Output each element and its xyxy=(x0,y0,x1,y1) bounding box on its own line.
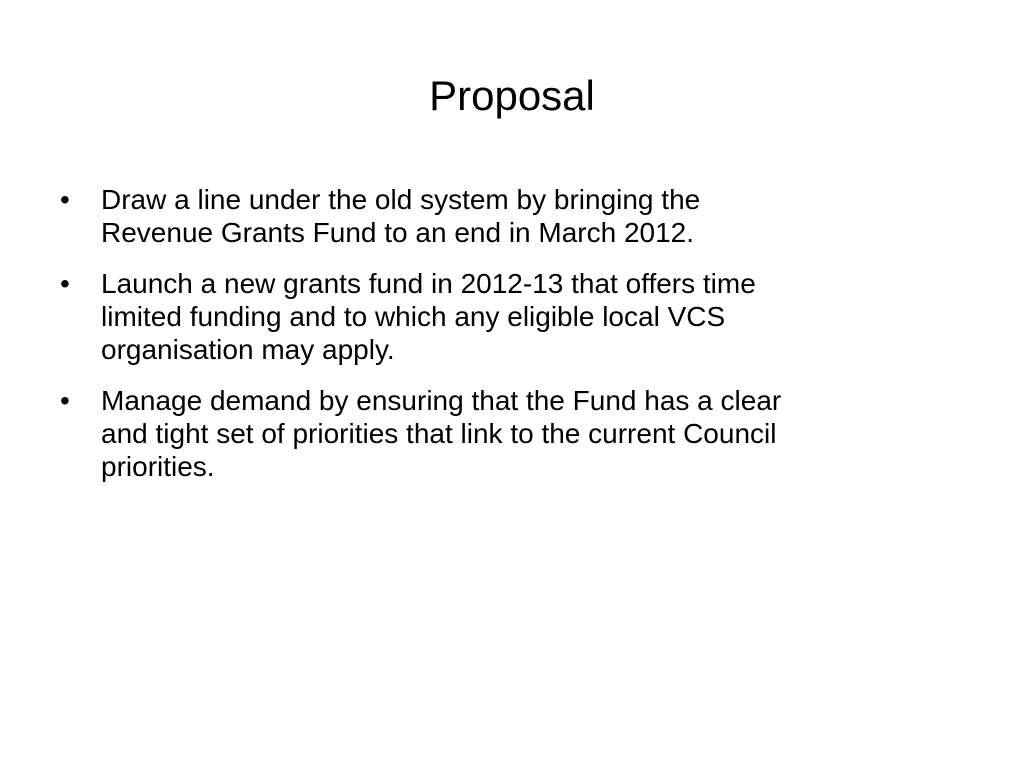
bullet-line: Manage demand by ensuring that the Fund has a clear xyxy=(101,385,782,416)
bullet-line: organisation may apply. xyxy=(101,334,395,365)
bullet-line: Revenue Grants Fund to an end in March 2012. xyxy=(101,217,695,248)
bullet-item xyxy=(56,384,956,483)
bullet-line: and tight set of priorities that link to the current Council xyxy=(101,418,777,449)
bullet-line: Draw a line under the old system by bringing the xyxy=(101,184,701,215)
slide-title: Proposal xyxy=(429,72,595,119)
bullet-marker: • xyxy=(60,268,70,299)
bullet-item xyxy=(56,267,956,366)
bullet-marker: • xyxy=(60,184,70,215)
bullet-line: Launch a new grants fund in 2012-13 that offers time xyxy=(101,268,756,299)
bullet-line: priorities. xyxy=(101,451,215,482)
bullet-list xyxy=(56,183,956,501)
bullet-item xyxy=(56,183,956,249)
bullet-marker: • xyxy=(60,385,70,416)
bullet-line: limited funding and to which any eligible local VCS xyxy=(101,301,726,332)
